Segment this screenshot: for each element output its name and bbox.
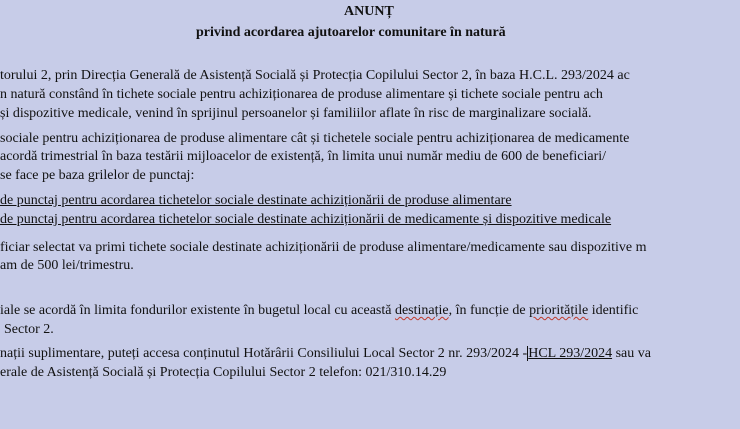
spellcheck-word: prioritățile [529,303,589,318]
text-line: Sector 2. [4,322,54,337]
text-line: acordă trimestrial în baza testării mijloacelor de existență, în limita unui număr mediu de 600 de beneficiari/ [0,149,607,164]
text-span: , în funcție de [448,303,530,318]
text-line: ficiar selectat va primi tichete sociale destinate achiziționării de produse alimentare/medicamente sau dispozitive m [0,240,647,255]
text-line [0,302,638,319]
text-line [0,345,651,362]
spellcheck-word: destinație [394,303,449,318]
announcement-title: ANUNȚ [344,4,394,19]
text-line: și dispozitive medicale, venind în sprijinul persoanelor și familiilor aflate în risc de marginalizare socială. [0,106,592,121]
text-line: n natură constând în tichete sociale pentru achiziționarea de produse alimentare și tichete sociale pentru ach [0,87,603,102]
text-span: sau va [612,346,651,361]
text-span: identific [588,303,639,318]
text-line: erale de Asistență Socială și Protecția Copilului Sector 2 telefon: 021/310.14.29 [0,365,447,380]
grid-link-food[interactable]: de punctaj pentru acordarea tichetelor sociale destinate achiziționării de produse alimentare [0,193,512,208]
text-line: sociale pentru achiziționarea de produse alimentare cât și tichetele sociale pentru achiziționarea de medicamente [0,131,630,146]
text-line: se face pe baza grilelor de punctaj: [0,168,195,183]
grid-link-medical[interactable]: de punctaj pentru acordarea tichetelor sociale destinate achiziționării de medicamente și dispozitive medicale [0,212,612,227]
hcl-document-link[interactable]: HCL 293/2024 [528,346,613,361]
text-line: am de 500 lei/trimestru. [0,258,134,273]
announcement-subtitle: privind acordarea ajutoarelor comunitare în natură [196,25,506,40]
text-span: nații suplimentare, puteți accesa conținutul Hotărârii Consiliului Local Sector 2 nr. 293/2024 - [0,346,528,361]
text-span: iale se acordă în limita fondurilor existente în bugetul local cu această [0,303,395,318]
text-line: torului 2, prin Direcția Generală de Asistență Socială și Protecția Copilului Sector 2, în baza H.C.L. 293/2024 ac [0,68,630,83]
